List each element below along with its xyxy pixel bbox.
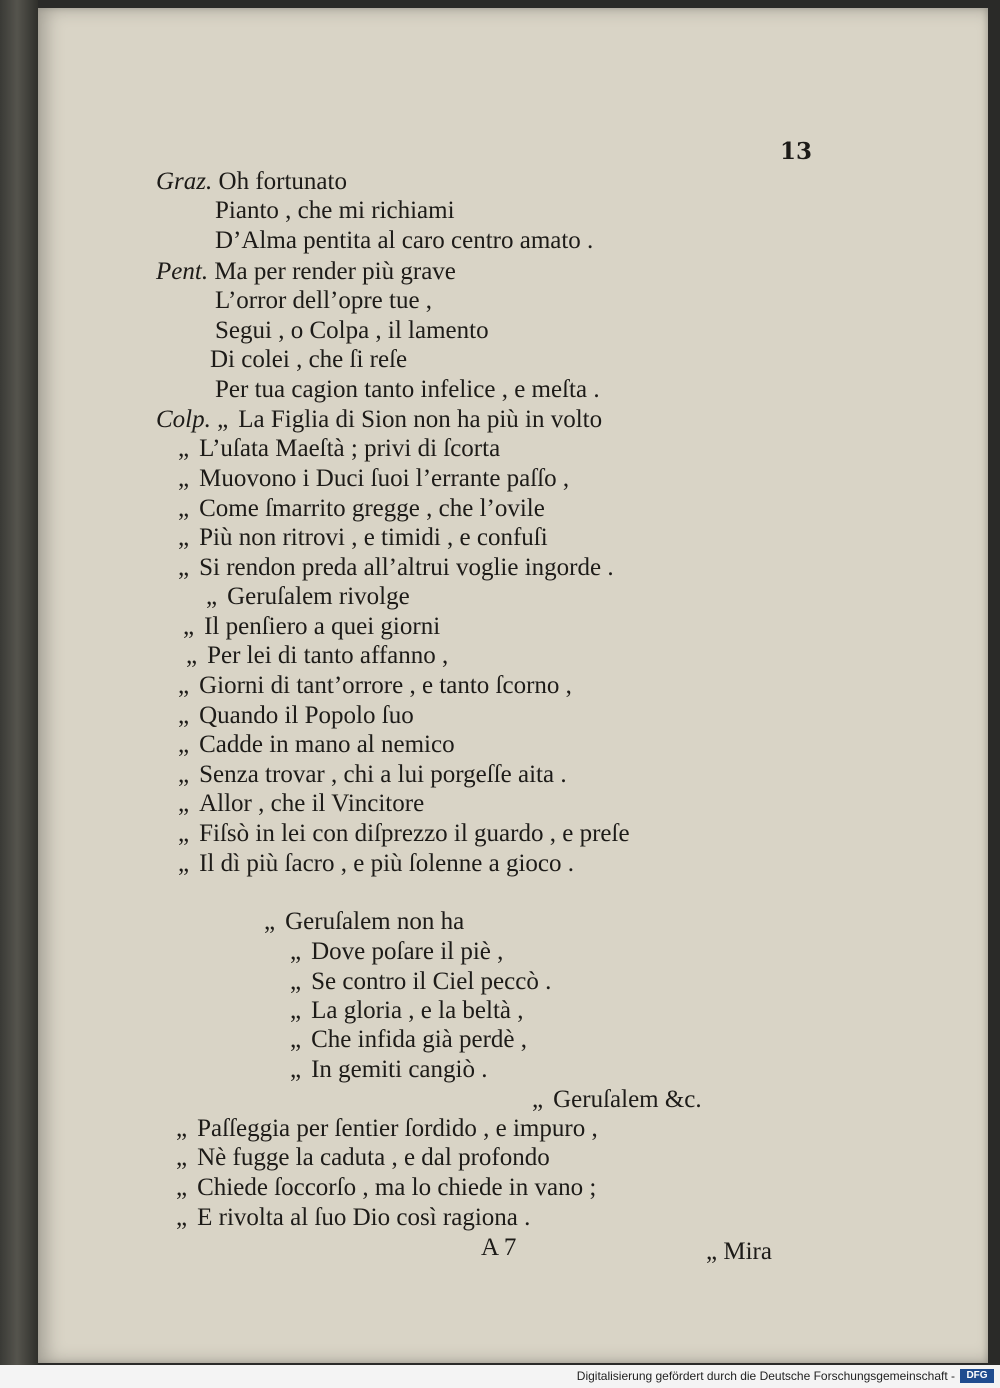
speaker-name: Pent. [156, 258, 209, 285]
verse-line [215, 227, 593, 255]
verse-line [176, 1144, 550, 1172]
verse-line [215, 287, 432, 315]
book-page [38, 8, 988, 1363]
verse-line [290, 997, 524, 1025]
verse-line [178, 790, 424, 818]
quote-mark: „ [178, 524, 190, 551]
verse-line-text: In gemiti cangiò . [311, 1056, 488, 1083]
quote-mark: „ [178, 850, 190, 877]
verse-line-text: E rivolta al ſuo Dio così ragiona . [197, 1204, 531, 1231]
verse-line-text: Quando il Popolo ſuo [199, 702, 414, 729]
quote-mark: „ [176, 1204, 188, 1231]
quote-mark: „ [264, 908, 276, 935]
verse-line-text: Il dì più ſacro , e più ſolenne a gioco . [199, 850, 574, 877]
verse-line [178, 761, 567, 789]
verse-line-text: Più non ritrovi , e timidi , e confuſi [199, 524, 548, 551]
quote-mark: „ [178, 495, 190, 522]
verse-line [215, 317, 489, 345]
verse-line-text: Ma per render più grave [214, 258, 456, 285]
verse-line [156, 258, 456, 286]
verse-line-text: Geruſalem &c. [553, 1086, 702, 1113]
verse-line [183, 613, 440, 641]
quote-mark: „ [178, 702, 190, 729]
quote-mark: „ [178, 820, 190, 847]
verse-line-text: Di colei , che ſi reſe [210, 346, 408, 373]
verse-line-text: L’uſata Maeſtà ; privi di ſcorta [199, 435, 501, 462]
verse-line-text: L’orror dell’opre tue , [215, 287, 433, 314]
quote-mark: „ [290, 1056, 302, 1083]
credit-bar [0, 1365, 1000, 1388]
quote-mark: „ [178, 435, 190, 462]
signature-mark: A 7 [481, 1234, 517, 1261]
verse-line-text: Muovono i Duci ſuoi l’errante paſſo , [199, 465, 570, 492]
speaker-name: Graz. [156, 168, 213, 195]
quote-mark: „ [176, 1115, 188, 1142]
verse-line [156, 168, 347, 196]
verse-line [290, 1056, 487, 1084]
verse-line-text: Oh fortunato [218, 168, 347, 195]
verse-line-text: Per lei di tanto affanno , [207, 642, 449, 669]
verse-line-text: Geruſalem rivolge [227, 583, 410, 610]
verse-line-text: Fiſsò in lei con diſprezzo il guardo , e preſe [199, 820, 630, 847]
credit-text: Digitalisierung gefördert durch die Deutsche Forschungsgemeinschaft - [576, 1369, 955, 1383]
verse-line [176, 1174, 596, 1202]
verse-line [215, 197, 455, 225]
quote-mark: „ [206, 583, 218, 610]
verse-line [176, 1115, 598, 1143]
verse-line-text: Giorni di tant’orrore , e tanto ſcorno , [199, 672, 572, 699]
verse-line [178, 672, 572, 700]
quote-mark: „ [178, 554, 190, 581]
quote-mark: „ [176, 1174, 188, 1201]
catchword: „ Mira [706, 1238, 772, 1265]
dfg-logo: DFG [960, 1369, 994, 1383]
verse-line [290, 968, 551, 996]
quote-mark: „ [290, 1026, 302, 1053]
verse-line [206, 583, 410, 611]
verse-line [178, 495, 545, 523]
speaker-name: Colp. [156, 406, 211, 433]
verse-line-text: Cadde in mano al nemico [199, 731, 455, 758]
verse-line [156, 406, 602, 434]
verse-line-text: Dove poſare il piè , [311, 938, 504, 965]
verse-line-text: Per tua cagion tanto infelice , e meſta . [215, 376, 600, 403]
verse-line-text: Senza trovar , chi a lui porgeſſe aita . [199, 761, 567, 788]
verse-line [186, 642, 448, 670]
verse-line [178, 524, 548, 552]
verse-line-text: Se contro il Ciel peccò . [311, 968, 552, 995]
quote-mark: „ [186, 642, 198, 669]
verse-line-text: Allor , che il Vincitore [199, 790, 425, 817]
verse-line-text: Il penſiero a quei giorni [204, 613, 441, 640]
verse-line-text: Nè fugge la caduta , e dal profondo [197, 1144, 550, 1171]
quote-mark: „ [176, 1144, 188, 1171]
verse-line [178, 702, 414, 730]
verse-line [264, 908, 464, 936]
quote-mark: „ [217, 406, 229, 433]
verse-line-text: Segui , o Colpa , il lamento [215, 317, 489, 344]
quote-mark: „ [178, 731, 190, 758]
quote-mark: „ [183, 613, 195, 640]
book-binding [0, 0, 38, 1365]
verse-line-text: La gloria , e la beltà , [311, 997, 524, 1024]
verse-line [178, 850, 574, 878]
verse-line [178, 731, 455, 759]
verse-line-text: La Figlia di Sion non ha più in volto [238, 406, 603, 433]
verse-line-text: Geruſalem non ha [285, 908, 465, 935]
verse-line [215, 376, 600, 404]
verse-line [178, 465, 569, 493]
quote-mark: „ [178, 465, 190, 492]
quote-mark: „ [178, 790, 190, 817]
quote-mark: „ [178, 672, 190, 699]
verse-line-text: Pianto , che mi richiami [215, 197, 455, 224]
quote-mark: „ [290, 997, 302, 1024]
verse-line [532, 1086, 702, 1114]
verse-line [178, 820, 630, 848]
verse-line [290, 1026, 527, 1054]
verse-line [176, 1204, 530, 1232]
verse-line-text: Si rendon preda all’altrui voglie ingorde . [199, 554, 614, 581]
verse-line-text: Chiede ſoccorſo , ma lo chiede in vano ; [197, 1174, 597, 1201]
quote-mark: „ [178, 761, 190, 788]
quote-mark: „ [532, 1086, 544, 1113]
quote-mark: „ [290, 968, 302, 995]
verse-line-text: Come ſmarrito gregge , che l’ovile [199, 495, 545, 522]
verse-line-text: Che infida già perdè , [311, 1026, 528, 1053]
verse-line-text: D’Alma pentita al caro centro amato . [215, 227, 594, 254]
page-number: 13 [780, 138, 813, 165]
verse-line [178, 554, 614, 582]
verse-line [210, 346, 407, 374]
verse-line [178, 435, 500, 463]
verse-line [290, 938, 503, 966]
verse-line-text: Paſſeggia per ſentier ſordido , e impuro , [197, 1115, 598, 1142]
quote-mark: „ [290, 938, 302, 965]
